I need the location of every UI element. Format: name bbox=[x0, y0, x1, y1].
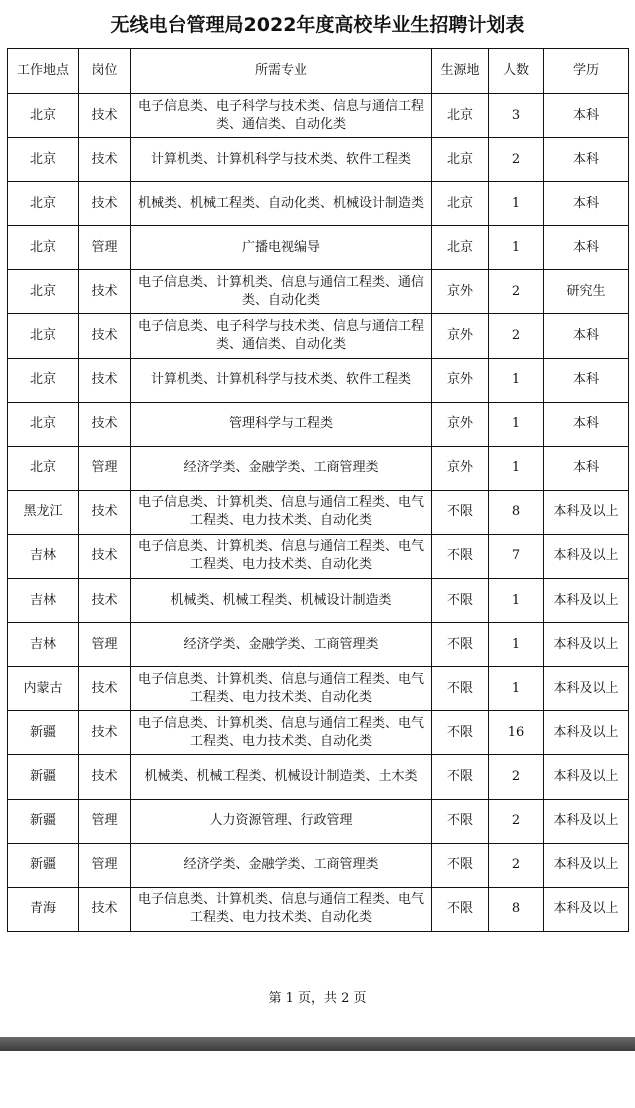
cell-position: 技术 bbox=[79, 138, 131, 182]
cell-location: 北京 bbox=[8, 94, 79, 138]
cell-count: 7 bbox=[489, 534, 544, 578]
table-row bbox=[8, 446, 629, 490]
cell-origin: 北京 bbox=[432, 138, 489, 182]
cell-location: 北京 bbox=[8, 446, 79, 490]
table-row bbox=[8, 226, 629, 270]
table-row bbox=[8, 534, 629, 578]
cell-origin: 京外 bbox=[432, 314, 489, 358]
cell-major: 管理科学与工程类 bbox=[131, 402, 432, 446]
cell-origin: 不限 bbox=[432, 667, 489, 711]
cell-position: 技术 bbox=[79, 887, 131, 931]
cell-major: 经济学类、金融学类、工商管理类 bbox=[131, 623, 432, 667]
header-origin: 生源地 bbox=[432, 49, 489, 94]
viewer-bottom-bar bbox=[0, 1037, 635, 1051]
header-location: 工作地点 bbox=[8, 49, 79, 94]
cell-position: 技术 bbox=[79, 358, 131, 402]
cell-count: 16 bbox=[489, 711, 544, 755]
cell-count: 8 bbox=[489, 887, 544, 931]
cell-position: 管理 bbox=[79, 623, 131, 667]
page-number: 第 1 页，共 2 页 bbox=[268, 991, 367, 1006]
table-row bbox=[8, 138, 629, 182]
header-major: 所需专业 bbox=[131, 49, 432, 94]
cell-location: 北京 bbox=[8, 314, 79, 358]
cell-degree: 本科及以上 bbox=[544, 490, 629, 534]
cell-count: 8 bbox=[489, 490, 544, 534]
cell-major: 电子信息类、计算机类、信息与通信工程类、电气工程类、电力技术类、自动化类 bbox=[131, 667, 432, 711]
cell-location: 北京 bbox=[8, 402, 79, 446]
cell-count: 1 bbox=[489, 358, 544, 402]
cell-location: 内蒙古 bbox=[8, 667, 79, 711]
cell-major: 电子信息类、电子科学与技术类、信息与通信工程类、通信类、自动化类 bbox=[131, 94, 432, 138]
cell-origin: 不限 bbox=[432, 711, 489, 755]
cell-major: 电子信息类、电子科学与技术类、信息与通信工程类、通信类、自动化类 bbox=[131, 314, 432, 358]
cell-position: 技术 bbox=[79, 402, 131, 446]
table-row bbox=[8, 358, 629, 402]
cell-location: 吉林 bbox=[8, 623, 79, 667]
table-row bbox=[8, 843, 629, 887]
cell-location: 北京 bbox=[8, 226, 79, 270]
cell-origin: 不限 bbox=[432, 843, 489, 887]
cell-count: 2 bbox=[489, 270, 544, 314]
cell-major: 机械类、机械工程类、自动化类、机械设计制造类 bbox=[131, 182, 432, 226]
cell-location: 黑龙江 bbox=[8, 490, 79, 534]
cell-location: 北京 bbox=[8, 182, 79, 226]
table-row bbox=[8, 623, 629, 667]
cell-position: 技术 bbox=[79, 711, 131, 755]
table-row bbox=[8, 579, 629, 623]
cell-degree: 本科及以上 bbox=[544, 799, 629, 843]
cell-origin: 北京 bbox=[432, 94, 489, 138]
cell-origin: 不限 bbox=[432, 799, 489, 843]
cell-count: 2 bbox=[489, 138, 544, 182]
cell-degree: 本科及以上 bbox=[544, 711, 629, 755]
cell-major: 人力资源管理、行政管理 bbox=[131, 799, 432, 843]
cell-major: 电子信息类、计算机类、信息与通信工程类、电气工程类、电力技术类、自动化类 bbox=[131, 711, 432, 755]
cell-position: 技术 bbox=[79, 270, 131, 314]
cell-major: 电子信息类、计算机类、信息与通信工程类、通信类、自动化类 bbox=[131, 270, 432, 314]
cell-location: 北京 bbox=[8, 138, 79, 182]
recruitment-plan-table bbox=[7, 48, 629, 932]
cell-count: 3 bbox=[489, 94, 544, 138]
cell-major: 电子信息类、计算机类、信息与通信工程类、电气工程类、电力技术类、自动化类 bbox=[131, 490, 432, 534]
cell-location: 新疆 bbox=[8, 711, 79, 755]
cell-location: 新疆 bbox=[8, 755, 79, 799]
cell-degree: 本科 bbox=[544, 138, 629, 182]
page-title: 无线电台管理局2022年度高校毕业生招聘计划表 bbox=[110, 14, 525, 36]
cell-degree: 本科 bbox=[544, 314, 629, 358]
cell-count: 1 bbox=[489, 579, 544, 623]
cell-origin: 不限 bbox=[432, 623, 489, 667]
cell-major: 计算机类、计算机科学与技术类、软件工程类 bbox=[131, 138, 432, 182]
cell-origin: 不限 bbox=[432, 755, 489, 799]
cell-count: 2 bbox=[489, 314, 544, 358]
cell-position: 技术 bbox=[79, 579, 131, 623]
cell-count: 1 bbox=[489, 226, 544, 270]
table-row bbox=[8, 402, 629, 446]
cell-count: 2 bbox=[489, 799, 544, 843]
cell-origin: 北京 bbox=[432, 226, 489, 270]
cell-degree: 本科 bbox=[544, 182, 629, 226]
table-row bbox=[8, 490, 629, 534]
header-count: 人数 bbox=[489, 49, 544, 94]
cell-location: 青海 bbox=[8, 887, 79, 931]
cell-location: 新疆 bbox=[8, 799, 79, 843]
cell-position: 技术 bbox=[79, 755, 131, 799]
table-row bbox=[8, 887, 629, 931]
cell-major: 电子信息类、计算机类、信息与通信工程类、电气工程类、电力技术类、自动化类 bbox=[131, 887, 432, 931]
cell-position: 技术 bbox=[79, 490, 131, 534]
cell-position: 技术 bbox=[79, 314, 131, 358]
table-header-row bbox=[8, 49, 629, 94]
cell-degree: 本科及以上 bbox=[544, 667, 629, 711]
table-row bbox=[8, 711, 629, 755]
cell-major: 广播电视编导 bbox=[131, 226, 432, 270]
table-row bbox=[8, 270, 629, 314]
cell-origin: 北京 bbox=[432, 182, 489, 226]
cell-degree: 本科 bbox=[544, 402, 629, 446]
cell-major: 机械类、机械工程类、机械设计制造类、土木类 bbox=[131, 755, 432, 799]
cell-count: 2 bbox=[489, 755, 544, 799]
cell-degree: 本科 bbox=[544, 94, 629, 138]
cell-origin: 不限 bbox=[432, 887, 489, 931]
cell-position: 技术 bbox=[79, 534, 131, 578]
cell-major: 电子信息类、计算机类、信息与通信工程类、电气工程类、电力技术类、自动化类 bbox=[131, 534, 432, 578]
cell-position: 管理 bbox=[79, 226, 131, 270]
table-row bbox=[8, 799, 629, 843]
cell-degree: 本科及以上 bbox=[544, 843, 629, 887]
cell-degree: 本科及以上 bbox=[544, 887, 629, 931]
cell-position: 管理 bbox=[79, 843, 131, 887]
cell-major: 经济学类、金融学类、工商管理类 bbox=[131, 843, 432, 887]
cell-degree: 研究生 bbox=[544, 270, 629, 314]
cell-origin: 京外 bbox=[432, 446, 489, 490]
cell-count: 1 bbox=[489, 667, 544, 711]
cell-count: 1 bbox=[489, 446, 544, 490]
cell-location: 北京 bbox=[8, 270, 79, 314]
table-row bbox=[8, 755, 629, 799]
cell-count: 1 bbox=[489, 402, 544, 446]
cell-origin: 京外 bbox=[432, 358, 489, 402]
cell-degree: 本科 bbox=[544, 226, 629, 270]
table-row bbox=[8, 182, 629, 226]
cell-location: 新疆 bbox=[8, 843, 79, 887]
cell-major: 计算机类、计算机科学与技术类、软件工程类 bbox=[131, 358, 432, 402]
cell-location: 吉林 bbox=[8, 579, 79, 623]
cell-count: 1 bbox=[489, 623, 544, 667]
cell-degree: 本科及以上 bbox=[544, 623, 629, 667]
cell-origin: 不限 bbox=[432, 534, 489, 578]
cell-position: 管理 bbox=[79, 799, 131, 843]
cell-major: 经济学类、金融学类、工商管理类 bbox=[131, 446, 432, 490]
cell-location: 北京 bbox=[8, 358, 79, 402]
cell-count: 2 bbox=[489, 843, 544, 887]
cell-position: 技术 bbox=[79, 94, 131, 138]
cell-degree: 本科及以上 bbox=[544, 534, 629, 578]
cell-count: 1 bbox=[489, 182, 544, 226]
cell-position: 管理 bbox=[79, 446, 131, 490]
header-position: 岗位 bbox=[79, 49, 131, 94]
table-row bbox=[8, 667, 629, 711]
cell-position: 技术 bbox=[79, 667, 131, 711]
cell-degree: 本科及以上 bbox=[544, 579, 629, 623]
cell-origin: 京外 bbox=[432, 402, 489, 446]
cell-origin: 不限 bbox=[432, 579, 489, 623]
header-degree: 学历 bbox=[544, 49, 629, 94]
cell-location: 吉林 bbox=[8, 534, 79, 578]
cell-degree: 本科 bbox=[544, 358, 629, 402]
cell-origin: 京外 bbox=[432, 270, 489, 314]
cell-origin: 不限 bbox=[432, 490, 489, 534]
cell-degree: 本科 bbox=[544, 446, 629, 490]
cell-position: 技术 bbox=[79, 182, 131, 226]
table-row bbox=[8, 314, 629, 358]
cell-major: 机械类、机械工程类、机械设计制造类 bbox=[131, 579, 432, 623]
table-row bbox=[8, 94, 629, 138]
cell-degree: 本科及以上 bbox=[544, 755, 629, 799]
